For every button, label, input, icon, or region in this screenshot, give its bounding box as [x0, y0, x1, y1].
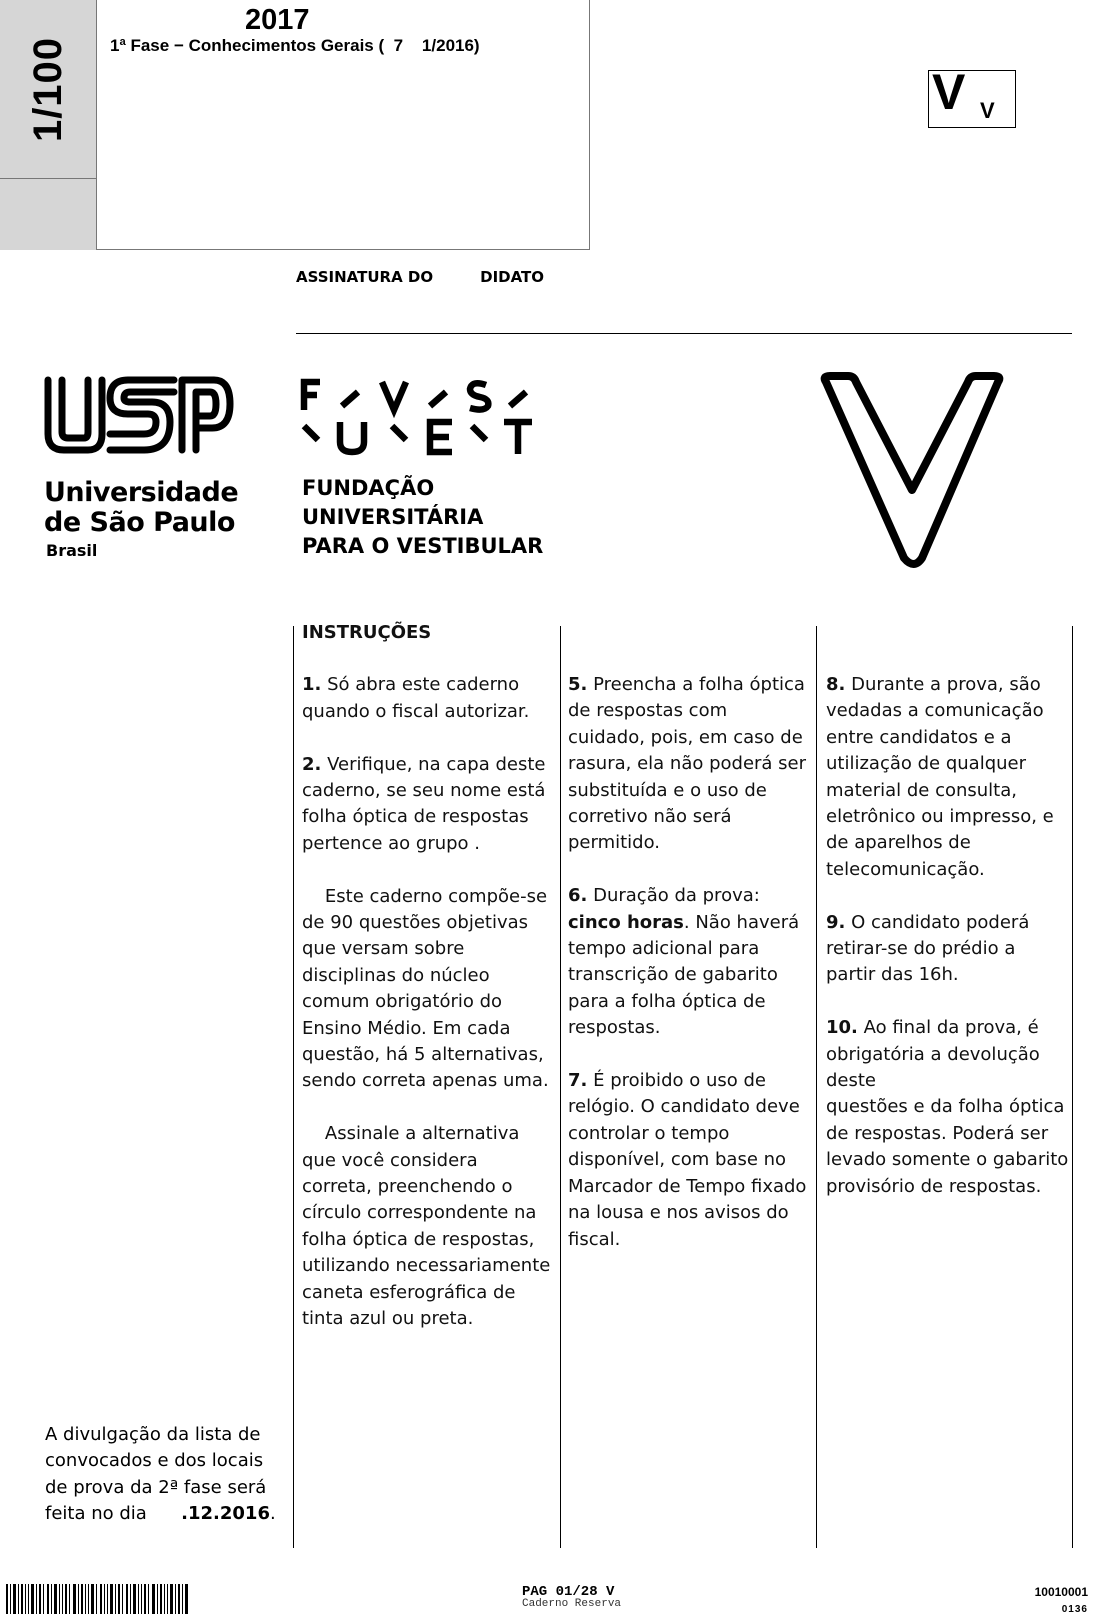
- instructions-column-2: [568, 672, 808, 1279]
- instruction-item: 7. É proibido o uso de relógio. O candidato deve controlar o tempo disponível, com base no Marcador de Tempo fixado na lousa e nos avisos do fiscal.: [568, 1070, 807, 1250]
- notice-date: .12.2016: [181, 1503, 270, 1525]
- column-rule: [560, 626, 561, 1548]
- document-subcode: 0136: [1061, 1604, 1088, 1615]
- side-code: [0, 0, 97, 178]
- instruction-item: 1. Só abra este caderno quando o fiscal autorizar.: [302, 674, 530, 722]
- instruction-item: Este caderno compõe-se de 90 questões objetivas que versam sobre disciplinas do núcleo comum obrigatório do Ensino Médio. Em cada questão, há 5 alternativas, sendo correta apenas uma.: [302, 885, 553, 1092]
- instructions-column-3: [826, 672, 1070, 1226]
- column-rule: [293, 626, 294, 1548]
- version-v-icon: [818, 372, 1008, 570]
- instructions-column-1: [302, 620, 557, 1359]
- column-rule: [816, 626, 817, 1548]
- usp-name-line2: de São Paulo: [44, 507, 235, 538]
- fuvest-name: [302, 474, 543, 561]
- usp-name-line1: Universidade: [44, 477, 239, 508]
- usp-name: [44, 478, 238, 538]
- exam-phase: 1ª Fase − Conhecimentos Gerais ( 7 1/2016): [110, 36, 480, 55]
- instruction-item: 10. Ao final da prova, é obrigatória a devolução deste questões e da folha óptica de respostas. Poderá ser levado somente o gabarito provisório de respostas.: [826, 1017, 1069, 1197]
- signature-label: ASSINATURA DO DIDATO: [296, 268, 545, 286]
- side-divider: [0, 178, 97, 179]
- usp-logo-icon: [44, 376, 234, 456]
- notice-text: A divulgação da lista de convocados e dos locais de prova da 2ª fase será feita no dia: [45, 1424, 267, 1525]
- fuvest-name-line3: PARA O VESTIBULAR: [302, 534, 544, 558]
- instructions-title: INSTRUÇÕES: [302, 622, 432, 643]
- usp-country: Brasil: [46, 541, 98, 560]
- page-number: PAG 01/28 V: [522, 1584, 615, 1600]
- instruction-item: 5. Preencha a folha óptica de respostas com cuidado, pois, em caso de rasura, ela não poderá ser substituída e o uso de corretivo não será permitido.: [568, 674, 807, 854]
- instruction-item: 9. O candidato poderá retirar-se do prédio a partir das 16h.: [826, 911, 1030, 986]
- page-subtitle: Caderno Reserva: [522, 1598, 622, 1610]
- signature-line: [296, 333, 1072, 334]
- fuvest-name-line1: FUNDAÇÃO: [302, 476, 435, 500]
- fuvest-name-line2: UNIVERSITÁRIA: [302, 505, 484, 529]
- instruction-item: 6. Duração da prova: cinco horas. Não haverá tempo adicional para transcrição de gabarito para a folha óptica de respostas.: [568, 885, 800, 1039]
- instruction-item: 8. Durante a prova, são vedadas a comunicação entre candidatos e a utilização de qualquer material de consulta, eletrônico ou impresso, e de aparelhos de telecomunicação.: [826, 674, 1054, 880]
- fuvest-logo-icon: [300, 378, 540, 458]
- exam-year: 2017: [245, 4, 310, 36]
- version-letter-small: V: [980, 98, 995, 123]
- version-letter-big: V: [932, 64, 966, 120]
- side-code-text: 1/100: [26, 36, 71, 142]
- instruction-item: Assinale a alternativa que você considera correta, preenchendo o círculo correspondente na folha óptica de respostas, utilizando necessariamente caneta esferográfica de tinta azul ou preta.: [302, 1123, 557, 1330]
- document-code: 10010001: [1034, 1585, 1088, 1599]
- column-rule: [1072, 626, 1073, 1548]
- instruction-item: 2. Verifique, na capa deste caderno, se seu nome está folha óptica de respostas pertence ao grupo .: [302, 753, 546, 854]
- results-notice: A divulgação da lista de convocados e dos locais de prova da 2ª fase será feita no dia .12.2016.: [45, 1424, 276, 1525]
- barcode-icon: [6, 1584, 190, 1614]
